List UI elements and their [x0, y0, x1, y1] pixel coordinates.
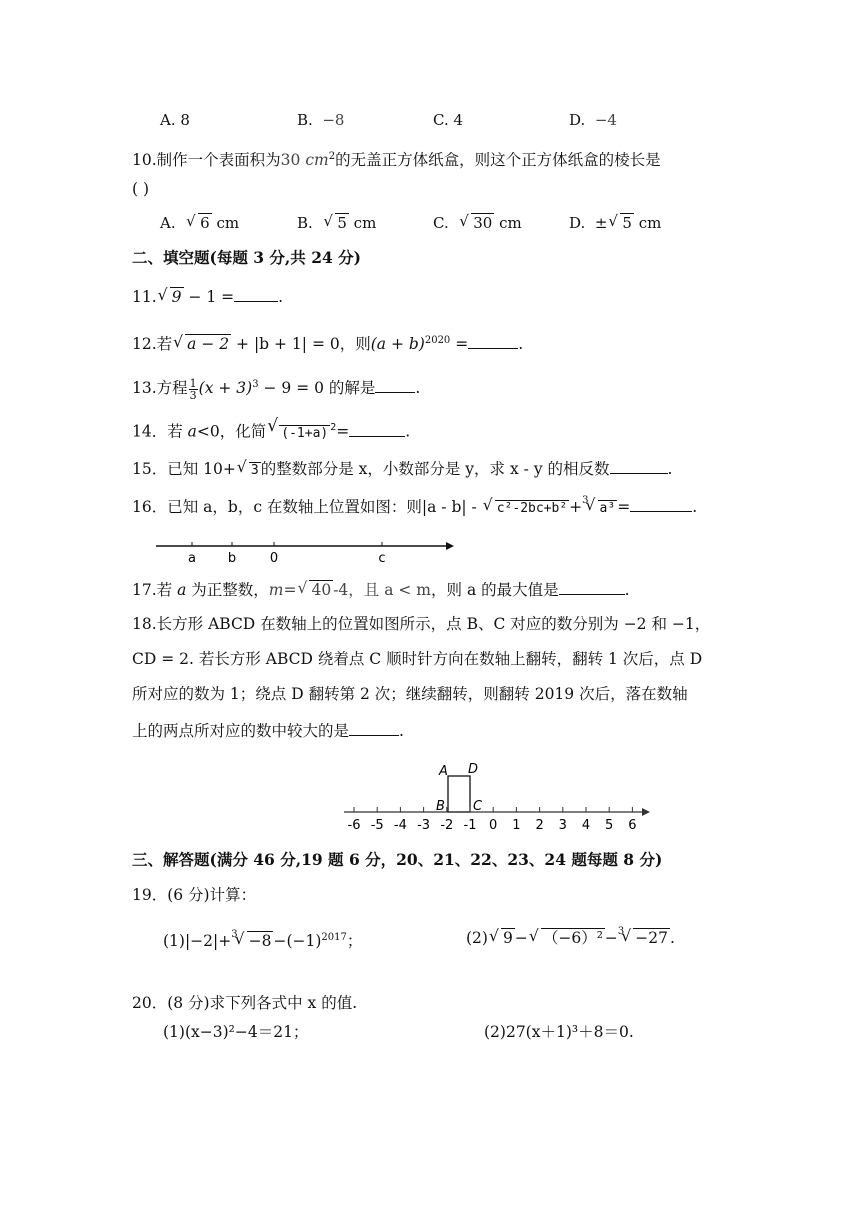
q18-point-d: D [468, 762, 479, 777]
q16-label-0: 0 [269, 551, 279, 566]
q10-option-c: C. √ 30 cm [433, 214, 522, 232]
q18-tick-label: -2 [440, 818, 454, 833]
q16-label-b: b [227, 551, 237, 566]
q9-option-b: B. −8 [297, 111, 345, 129]
q9-option-a: A. 8 [160, 111, 190, 129]
q18-ticks [348, 807, 637, 833]
q18-tick-label: -3 [417, 818, 431, 833]
q9-option-d: D. −4 [569, 111, 617, 129]
q18-tick-label: -6 [347, 818, 361, 833]
q19-part-2: (2)√ 9 −√ （−6）² −$^3$√ −27 . [466, 927, 675, 952]
q18-rectangle-abcd [448, 776, 470, 812]
q18-point-b: B [436, 799, 445, 814]
q18-tick-label: 4 [581, 818, 591, 833]
q10-option-a: A. √ 6 cm [160, 214, 239, 232]
q18-tick-label: 2 [535, 818, 544, 833]
q18-tick-label: -4 [393, 818, 407, 833]
q9-option-c: C. 4 [433, 111, 464, 129]
q17: 17.若 a 为正整数，m=√ 40 -4，且 a < m，则 a 的最大值是 . [132, 579, 630, 601]
q16: 16．已知 a，b，c 在数轴上位置如图：则|a - b| - √ c²-2bc+b² +$^3$√ a³ = . [132, 496, 697, 521]
q11: 11.√ 9 − 1 = . [132, 286, 283, 308]
q16-label-c: c [378, 551, 386, 566]
q18-line-3: 所对应的数为 1；绕点 D 翻转第 2 次；继续翻转，则翻转 2019 次后，落在数轴 [132, 685, 688, 703]
q18-tick-label: 6 [628, 818, 637, 833]
q18-line-1: 18.长方形 ABCD 在数轴上的位置如图所示，点 B、C 对应的数分别为 −2 和 −1， [132, 615, 711, 633]
q16-label-a: a [188, 551, 196, 566]
q13: 13.方程 $\frac{1}{3}$ $(x + 3)^3 - 9 = 0$ 的解是 . [132, 376, 421, 402]
q10-option-d: D. ±√ 5 cm [569, 214, 661, 232]
q10-option-b: B. √ 5 cm [297, 214, 376, 232]
q18-tick-label: 3 [558, 818, 567, 833]
q14: 14．若 a<0，化简√ (-1+a) $^2$= . [132, 417, 410, 445]
q16-number-line-figure [150, 534, 460, 568]
q18-line-4: 上的两点所对应的数中较大的是 . [132, 722, 404, 740]
q20-part-2: (2)27(x＋1)³＋8＝0. [484, 1023, 634, 1041]
q15: 15．已知 10+√ 3 的整数部分是 x，小数部分是 y，求 x - y 的相反数 . [132, 458, 672, 482]
q10-stem: 10.制作一个表面积为30 $cm^2$的无盖正方体纸盒，则这个正方体纸盒的棱长是 [132, 151, 661, 170]
q18-line-2: CD = 2. 若长方形 ABCD 绕着点 C 顺时针方向在数轴上翻转，翻转 1 次后，点 D [132, 650, 703, 668]
q18-number-line-figure [336, 754, 660, 834]
q19-part-1: $(1)|-2|+^3√ -8 -(-1)^{2017}$； [163, 927, 362, 955]
q20-part-1: (1)(x−3)²−4＝21； [163, 1023, 309, 1041]
q18-tick-label: 0 [489, 818, 498, 833]
q18-point-c: C [473, 799, 483, 814]
q20-title: 20．(8 分)求下列各式中 x 的值. [132, 994, 358, 1012]
q18-axis-arrow [642, 808, 650, 816]
q16-axis-arrow [446, 542, 454, 550]
section-2-heading: 二、填空题(每题 3 分,共 24 分) [132, 248, 362, 267]
q19-title: 19．(6 分)计算： [132, 886, 257, 904]
section-3-heading: 三、解答题(满分 46 分,19 题 6 分，20、21、22、23、24 题每题 8 分) [132, 850, 663, 869]
q12: 12.若√ a − 2 + |b + 1| = 0，则$(a + b)^{2020}$ = . [132, 330, 523, 355]
q18-tick-label: 5 [605, 818, 614, 833]
q18-point-a: A [439, 764, 448, 779]
q18-tick-label: -1 [463, 818, 477, 833]
q10-answer-bracket: ( ) [132, 180, 150, 198]
q18-tick-label: -5 [370, 818, 384, 833]
q18-tick-label: 1 [512, 818, 521, 833]
